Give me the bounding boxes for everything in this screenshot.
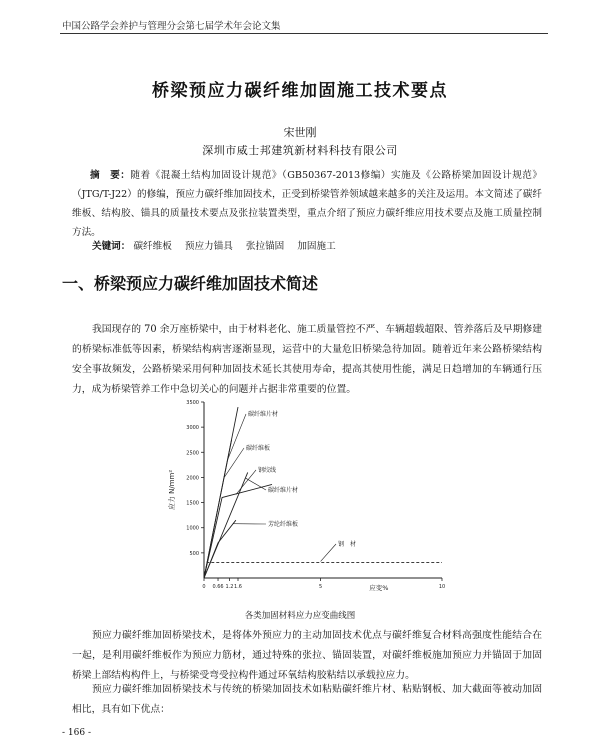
x-tick-label: 0.66 (212, 584, 224, 590)
body-paragraph: 预应力碳纤维加固桥梁技术与传统的桥梁加固技术如粘贴碳纤维片材、粘贴钢板、加大截面等被动加固相比，具有如下优点： (72, 684, 542, 715)
series-annotation: 碳纤维片材 (248, 411, 279, 418)
series-line (204, 440, 232, 578)
series-line (204, 520, 236, 578)
affiliation: 深圳市威士邦建筑新材料科技有限公司 (202, 144, 398, 157)
keywords-label: 关键词： (92, 241, 131, 252)
x-axis-label: 应变% (369, 584, 389, 592)
x-tick-label: 0 (202, 584, 206, 590)
x-tick-label: 1.2 (225, 584, 234, 590)
series-annotation: 钢绞线 (258, 467, 277, 474)
abstract-text: 随着《混凝土结构加固设计规范》（GB50367-2013修编）实施及《公路桥梁加固设计规范》（JTG/T-J22）的修编，预应力碳纤维加固技术，正受到桥梁管养领域越来越多的关注及运用。本文简述了碳纤维板、结构胶、锚具的质量技术要点及张拉装置类型，重点介绍了预应力碳纤维应用技术要点及施工质量控制方法。 (72, 170, 543, 238)
y-tick-label: 2500 (186, 450, 199, 457)
keyword: 加固施工 (297, 241, 336, 252)
keyword: 碳纤维板 (133, 241, 172, 252)
series-annotation: 碳纤维板 (246, 445, 271, 452)
keyword: 预应力锚具 (184, 241, 233, 252)
y-tick-label: 2000 (186, 475, 199, 482)
annotation-leader (245, 478, 266, 490)
y-tick-label: 1500 (186, 500, 199, 507)
abstract-label: 摘 要： (90, 170, 131, 181)
body-paragraph: 预应力碳纤维加固桥梁技术，是将体外预应力的主动加固技术优点与碳纤维复合材料高强度性能结合在一起，是利用碳纤维板作为预应力筋材，通过特殊的张拉、锚固装置，对碳纤维板施加预应力并锚固于加固桥梁上部结构构件上，与桥梁受弯受拉构件通过环氧结构胶粘结以承载拉应力。 (72, 630, 542, 681)
abstract (72, 166, 542, 242)
keywords (92, 238, 542, 252)
stress-strain-chart (160, 392, 460, 597)
annotation-leader (321, 544, 336, 561)
header-rule (60, 33, 548, 34)
series-annotation: 芳纶纤维板 (268, 521, 299, 528)
y-tick-label: 3500 (186, 400, 199, 406)
x-tick-label: 10 (438, 584, 446, 590)
series-line (204, 562, 442, 578)
keyword: 张拉锚固 (245, 241, 285, 252)
author: 宋世刚 (283, 126, 317, 139)
x-tick-label: 1.6 (234, 584, 242, 590)
figure-caption: 各类加固材料应力应变曲线图 (244, 611, 356, 621)
running-head: 中国公路学会养护与管理分会第七届学术年会论文集 (62, 21, 281, 32)
series-line (204, 484, 272, 578)
series-annotation: 钢 材 (338, 541, 357, 548)
y-tick-label: 500 (189, 550, 199, 557)
y-tick-label: 1000 (186, 525, 199, 532)
page-number: - 166 - (62, 728, 91, 738)
series-annotation: 碳纤维片材 (268, 487, 299, 494)
paper-title: 桥梁预应力碳纤维加固施工技术要点 (152, 81, 448, 101)
y-axis-label: 应力 N/mm² (168, 469, 176, 511)
annotation-leader (227, 414, 246, 460)
x-tick-label: 5 (318, 584, 323, 590)
y-tick-label: 3000 (186, 425, 199, 432)
section-heading: 一、桥梁预应力碳纤维加固技术简述 (62, 274, 319, 293)
body-paragraph: 我国现存的 70 余万座桥梁中，由于材料老化、施工质量管控不严、车辆超载超限、管养落后及早期修建的桥梁标准低等因素，桥梁结构病害逐渐显现，运营中的大量危旧桥梁急待加固。随着近年来公路桥梁结构安全事故频发，公路桥梁采用何种加固技术延长其使用寿命，提高其使用性能，满足日趋增加的车辆通行压力，成为桥梁管养工作中急切关心的问题并占据非常重要的位置。 (72, 324, 542, 395)
